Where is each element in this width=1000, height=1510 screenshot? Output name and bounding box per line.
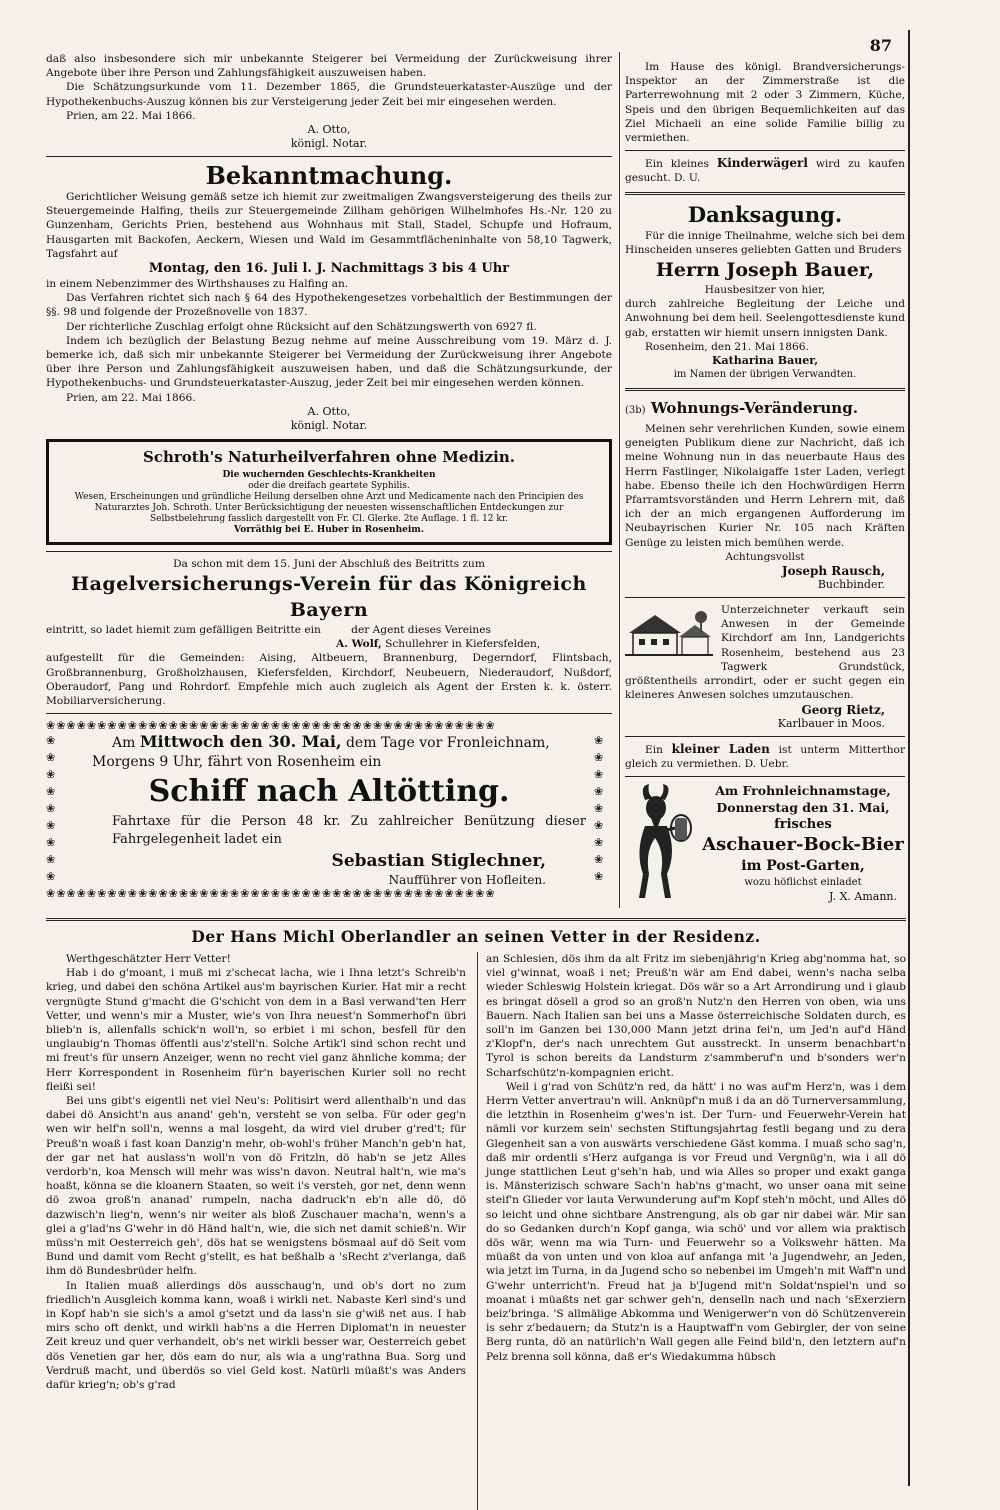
ad-text: Morgens 9 Uhr, fährt von Rosenheim ein	[92, 754, 382, 771]
ad-line: Donnerstag den 31. Mai,	[716, 799, 890, 815]
divider	[46, 713, 612, 714]
page-border-rule	[908, 30, 910, 1486]
notice-continuation	[46, 52, 612, 151]
bookbinder-signature: Joseph Rausch,	[781, 564, 885, 579]
agent-name: A. Wolf,	[336, 638, 382, 651]
danksagung-notice	[625, 201, 905, 382]
closing: Achtungsvollst	[725, 550, 805, 563]
notice-text: Der richterliche Zuschlag erfolgt ohne Rücksicht auf den Schätzungswerth von 6927 fl.	[66, 320, 537, 333]
ornament-border-left: ❀ ❀ ❀ ❀ ❀ ❀ ❀ ❀ ❀	[46, 734, 56, 884]
item-name: kleiner Laden	[671, 741, 770, 756]
article-paragraph: Weil i g'rad von Schütz'n red, da hätt' i no was auf'm Herz'n, was i dem Herrn Vetter anvertrau'n will. Anknüpf'n muß i da an dö Turnerversammlung, die letzthin in Rosenheim g'wes'n ist. Der Turn- und Feuerwehr-Verein hat nämli vor kurzem sein' sechsten Stiftungsjahrtag festli begang und zu dera Glegenheit san a von auswärts verschiedene Gäst komma. I muaß scho sag'n, daß mir ordentli s'Herz aufganga is vor Freud und Vergnüg'n, wia i all dö junge stattlichen Leut g'seh'n hab, und wia Alles so proper und exakt ganga is. Mänsterizisch schware Sach'n hab'ns g'macht, wo unser oana mit seine steif'n Glieder vor lauta Verwunderung auf'm Kopf steh'n möcht, und Alles dö so leicht und ohne sichtbare Anstrengung, als ob gar nir dabei wär. Mir san do so Gedanken durch'n Kopf ganga, wia schö' und vor allem wia praktisch dös wär, wenn ma wia Turn- und Feuerwehr so a Volkswehr hätten. Ma müaßt da von unten und von kloa auf anfanga mit 'a Jugendwehr, an Jeden, wia jetzt im Turna, in da Jugend scho so nebenbei im Umgeh'n mit Waff'n und G'wehr unterricht'n. Freud hat ja b'Jugend mit'n Soldat'nspiel'n und so moanat i müaßts net gar schwer geh'n, denselln nach und nach 'sExerziern beiz'bringa. 'S allmälige Abkomma und Wenigerwer'n von dö Schützenverein is sehr z'bedauern; da Stutz'n is a Hauptwaff'n vom Gebirgler, der von seine Berg runta, dö an natürlich'n Wall gegen alle Feind bild'n, den letztern auf'n Pelz brenna soll könna, daß er's Wiedakumma hübsch	[486, 1080, 906, 1363]
ornament-border-right: ❀ ❀ ❀ ❀ ❀ ❀ ❀ ❀ ❀	[594, 734, 604, 884]
ornament-border-top: ❀❀❀❀❀❀❀❀❀❀❀❀❀❀❀❀❀❀❀❀❀❀❀❀❀❀❀❀❀❀❀❀❀❀❀❀❀❀❀❀❀❀❀❀	[46, 719, 496, 733]
ad-number: (3b)	[625, 405, 646, 417]
notice-title-line	[625, 397, 905, 422]
notice-text: Gerichtlicher Weisung gemäß setze ich hiemit zur zweitmaligen Zwangsversteigerung des theils zur Steuergemeinde Halfing, theils zur Steuergemeinde Zillham gehörigen Wilhelmhofes Hs.-Nr. 120 zu Gunzenham, Gerichts Prien, bestehend aus Wohnhaus mit Stall, Stadel, Schupfe und Hofraum, Hausgarten mit Backofen, Aeckern, Wiesen und Wald im Gesammtflächeninhalte von 58,10 Tagwerk, Tagsfahrt auf	[46, 191, 612, 260]
divider	[625, 150, 905, 151]
article-paragraph: Hab i do g'moant, i muß mi z'schecat lacha, wie i Ihna letzt's Schreib'n krieg, und dabei den schöna Artikel aus'm bayrischen Kurier. Hat mir a recht vergnügte Stund g'macht die G'schicht von dem in a Basl verwand'ten Herr Vetter, und wenn's mir a Muster, wie's von Ihra neuest'n Sommerhof'n übri blieb'n is, allenfalls schick'n woll'n, so erbiet i mi schon, besfell für den unglaubig'n Thomas öffentli aus'z'stell'n. Solche Artik'l sind schon recht und mi freut's für unsern Anzeiger, wenn no recht viel ganz ähnliche komma; der Herr Korrespondent in Rosenheim für'n bayerischen Kurier soll no recht fleißi sei!	[46, 967, 466, 1093]
notary-signature: A. Otto,	[307, 123, 351, 137]
schiff-ad	[46, 719, 612, 900]
dialect-letter-article	[46, 918, 906, 1392]
signature-title: Buchbinder.	[817, 578, 885, 592]
notice-title: Danksagung.	[687, 201, 843, 227]
ad-text-part: dem Tage vor Fronleichnam,	[345, 735, 550, 752]
divider	[625, 776, 905, 777]
notice-text: in einem Nebenzimmer des Wirthshauses zu Halfing an.	[46, 278, 349, 291]
notice-place-date: Prien, am 22. Mai 1866.	[66, 109, 196, 122]
wanted-ad	[625, 156, 905, 185]
divider	[625, 388, 905, 391]
ad-text: Unterzeichneter verkauft sein Anwesen in der Gemeinde Kirchdorf am Inn, Landgerichts Rosenheim, bestehend aus 23 Tagwerk Grundstück, größtentheils arrondirt, oder er sucht gegen ein kleineres Anwesen solches umzutauschen.	[625, 604, 905, 702]
ad-line: frisches	[774, 816, 832, 832]
ad-text-part: wird zu kaufen gesucht. D. U.	[625, 158, 905, 185]
signature-note: im Namen der übrigen Verwandten.	[673, 369, 857, 381]
ad-text-part: Ein	[645, 743, 663, 756]
ad-line: wozu höflichst einladet	[744, 876, 862, 888]
article-column-1	[46, 952, 466, 1392]
hagel-insurance-ad	[46, 557, 612, 708]
ad-intro: Da schon mit dem 15. Juni der Abschluß des Beitritts zum	[173, 557, 485, 570]
ad-title: Hagelversicherungs-Verein für das Königreich Bayern	[71, 573, 587, 622]
divider	[46, 918, 906, 921]
ad-text: aufgestellt für die Gemeinden: Aising, Altbeuern, Brannenburg, Degerndorf, Flintsbach, Großbrannenburg, Großholzhausen, Kiefersfelden, Kirchdorf, Neubeuern, Niederaudorf, Nußdorf, Oberaudorf, Pang und Rohrdorf. Empfehle mich auch zugleich als Agent der Ersten k. k. österr. Mobiliarversicherung.	[46, 652, 612, 708]
shipper-title: Naufführer von Hofleiten.	[388, 873, 546, 888]
ad-subtitle: oder die dreifach geartete Syphilis.	[248, 480, 410, 491]
ornament-border-bottom: ❀❀❀❀❀❀❀❀❀❀❀❀❀❀❀❀❀❀❀❀❀❀❀❀❀❀❀❀❀❀❀❀❀❀❀❀❀❀❀❀❀❀❀❀	[46, 887, 496, 901]
notary-title: königl. Notar.	[290, 418, 368, 432]
ad-title: Schroth's Naturheilverfahren ohne Medizin.	[143, 447, 515, 466]
article-paragraph: Bei uns gibt's eigentli net viel Neu's: Politisirt werd allenthalb'n und das dabei dö Ansicht'n aus anand' geh'n, versteht se von selba. Für oder geg'n wen wir helf'n soll'n, wenns a mal losgeht, da wird viel druber g'red't; für Preuß'n woaß i fast koan Danzig'n mehr, ob-wohl's früher Manch'n geb'n hat, der gar net hat auslass'n woll'n von dö Fritzln, dö hab'n se jetz Alles verdorb'n, koa Mensch will mehr was wiss'n davon. Neutral halt'n, wie ma's hoaßt, könna se die kloanern Staaten, so weit i's versteh, gor net, denn wenn dö zwoa groß'n ananad' rumpeln, nacha dadruck'n eb'n alle dö, dö dazwisch'n lieg'n, wenn's nir weiter als bloß Zuschauer macha'n, wenn's a glei a g'lad'ns G'wehr in dö Händ halt'n, wie, die sich net damit schieß'n. Wir müss'n mit Oesterreich geh', dös hat se wenigstens bösmaal auf dö Seit vom Bund und damit vom Recht g'stellt, es hat beßhalb a 'sRecht z'verlanga, daß ihm dö Bundesbrüder helfn.	[46, 1095, 466, 1278]
notice-place-date: Prien, am 22. Mai 1866.	[66, 391, 196, 404]
notice-text: Für die innige Theilnahme, welche sich bei dem Hinscheiden unseres geliebten Gatten und Bruders	[625, 229, 905, 256]
ad-text-part: eintritt, so ladet hiemit zum gefälligen Beitritte ein	[46, 624, 321, 637]
ad-text	[46, 623, 612, 637]
divider	[46, 551, 612, 552]
seller-signature: Georg Rietz,	[801, 702, 885, 717]
agent-title: Schullehrer in Kiefersfelden,	[385, 638, 541, 651]
article-paragraph: an Schlesien, dös ihm da alt Fritz im siebenjährig'n Krieg abg'nomma hat, so viel g'winnat, woaß i net; Preuß'n wär am End dabei, wenn's nacha selba wieder Schleswig Holstein kriegat. Dös wär so a Art Arrondirung und i glaub es bringat dösell a grod so an groß'n Nutz'n den Herren von oben, wia uns Bauern. Nach Italien san bei uns a Masse österreichische Soldaten durch, es soll'n im Ganzen bei 130,000 Mann jetzt drina fei'n, um Jed'n auf'd Händ z'Klopf'n, der's nach unrechtem Gut ausstreckt. In unserm benachbart'n Tyrol is schon bereits da Landsturm z'sammberuf'n und b'sonders wer'n Scharfschütz'n-kompagnien ericht.	[486, 953, 906, 1079]
divider	[46, 156, 612, 157]
divider	[625, 597, 905, 598]
article-paragraph: In Italien muaß allerdings dös ausschaug'n, und ob's dort no zum friedlich'n Ausgleich komma kann, woaß i wirkli net. Nabaste Kerl sind's und in Kopf hab'n sie sich's a amol g'setzt und da lass'n sie g'wiß net aus. I hab mirs scho oft denkt, und wirkli hab'ns a die Herren Diplomat'n in neuester Zeit kreuz und quer verhandelt, ob's net wirkli besser war, Oesterreich gebet dös Venetien gar her, dös eam do nur, als wia a ung'rathna Bua. Sorg und Verdruß macht, und überdös so viel Geld kost. Natürli müaßt's was Anders dafür krieg'n; ob's g'rad	[46, 1279, 466, 1392]
property-sale-ad	[625, 603, 905, 730]
seller-title: Karlbauer in Moos.	[777, 716, 885, 730]
item-name: Kinderwägerl	[716, 156, 808, 171]
divider	[625, 736, 905, 737]
notice-place-date: Rosenheim, den 21. Mai 1866.	[645, 340, 809, 353]
bock-bier-ad	[625, 782, 905, 904]
column-divider	[619, 52, 620, 908]
ad-text: Wesen, Erscheinungen und gründliche Heilung derselben ohne Arzt und Medicamente nach den Principien des Naturarztes Joh. Schroth. Unter Berücksichtigung der neuesten wissenschaftlichen Entdeckungen zur Selbstbelehrung fasslich dargestellt von Fr. Cl. Glerke. 2te Auflage. 1 fl. 12 kr.	[74, 491, 584, 524]
bekanntmachung-notice	[46, 162, 612, 433]
continuation-text: Die Schätzungsurkunde vom 11. Dezember 1865, die Grundsteuerkataster-Auszüge und der Hypothekenbuchs-Auszug können bis zur Versteigerung jeder Zeit bei mir eingesehen werden.	[46, 81, 612, 108]
continuation-text: daß also insbesondere sich mir unbekannte Steigerer bei Vermeidung der Zurückweisung ihrer Angebote über ihre Person und Zahlungsfähigkeit auszuweisen haben.	[46, 53, 612, 80]
article-column-divider	[477, 952, 478, 1510]
ad-text-part: ist unterm Mitterthor gleich zu vermiethen. D. Uebr.	[625, 743, 906, 770]
notice-text: Meinen sehr verehrlichen Kunden, sowie einem geneigten Publikum diene zur Nachricht, daß ich meine Wohnung nun in das neuerbaute Haus des Herrn Fastlinger, Nikolaigaffe 1ster Laden, verlegt habe. Ebenso theile ich den Hochwürdigen Herrn Pfarramtsvorständen und Herrn Lehrern mit, daß ich der an mich ergangenen Aufforderung im Neubayrischen Kurier Nr. 105 nach Kräften Genüge zu leisten mich bemühen werde.	[625, 423, 905, 549]
wohnungs-veraenderung-notice	[625, 397, 905, 592]
divider	[625, 192, 905, 195]
goat-illustration	[625, 782, 695, 902]
left-column	[46, 52, 612, 900]
schroth-book-ad	[46, 439, 612, 545]
notice-title: Bekanntmachung.	[205, 161, 453, 191]
departure-date: Mittwoch den 30. Mai,	[139, 732, 342, 752]
venue: im Post-Garten,	[741, 857, 865, 874]
ad-text	[72, 732, 586, 753]
agent-line	[46, 637, 612, 651]
schiff-ad-body	[46, 732, 612, 887]
shop-rental-ad	[625, 742, 905, 771]
article-salutation: Werthgeschätzter Herr Vetter!	[66, 953, 231, 965]
notice-text: durch zahlreiche Begleitung der Leiche und Anwohnung bei dem heil. Seelengottesdienste kund gab, erstatten wir hiemit unsern innigsten Dank.	[625, 298, 905, 339]
shipper-signature: Sebastian Stiglechner,	[331, 851, 546, 872]
article-headline: Der Hans Michl Oberlandler an seinen Vetter in der Residenz.	[191, 927, 761, 946]
ad-title: Schiff nach Altötting.	[148, 774, 510, 810]
rental-ad: Im Hause des königl. Brandversicherungs-Inspektor an der Zimmerstraße ist die Parterrewohnung mit 2 oder 3 Zimmern, Küche, Speis und den übrigen Bequemlichkeiten auf das Ziel Michaeli an eine solide Familie billig zu vermiethen.	[625, 61, 905, 145]
notary-signature: A. Otto,	[307, 404, 351, 418]
ad-subtitle: Die wuchernden Geschlechts-Krankheiten	[222, 469, 436, 480]
notice-text: Hausbesitzer von hier,	[704, 284, 826, 297]
notice-text: Indem ich bezüglich der Belastung Bezug nehme auf meine Ausschreibung vom 19. März d. J. bemerke ich, daß sich mir unbekannte Steigerer bei Vermeidung der Zurückweisung ihrer Angebote über ihre Person und Zahlungsfähigkeit auszuweisen haben, und daß die Schätzungsurkunde, der Hypothekenbuchs- und Grundsteuerkataster-Auszug, jeder Zeit bei mir eingesehen werden können.	[46, 334, 612, 390]
ad-vendor: Vorräthig bei E. Huber in Rosenheim.	[234, 524, 424, 535]
ad-text-part: der Agent dieses Vereines	[351, 624, 491, 637]
widow-signature: Katharina Bauer,	[711, 354, 819, 368]
beer-name: Aschauer-Bock-Bier	[702, 833, 904, 855]
auction-date: Montag, den 16. Juli l. J. Nachmittags 3 bis 4 Uhr	[148, 261, 510, 277]
notary-title: königl. Notar.	[290, 137, 368, 151]
ad-text-part: Ein kleines	[645, 158, 709, 171]
article-column-2	[486, 952, 906, 1364]
right-column	[625, 60, 905, 904]
page-number: 87	[869, 36, 892, 55]
ad-text: Fahrtaxe für die Person 48 kr. Zu zahlreicher Benützung dieser Fahrgelegenheit ladet ein	[112, 814, 586, 848]
farmhouse-illustration	[625, 603, 713, 663]
notice-text: Das Verfahren richtet sich nach § 64 des Hypothekengesetzes vorbehaltlich der Bestimmungen der §§. 98 und folgende der Prozeßnovelle von 1837.	[46, 292, 612, 319]
deceased-name: Herrn Joseph Bauer,	[655, 259, 875, 282]
notice-title: Wohnungs-Veränderung.	[650, 399, 858, 418]
innkeeper-signature: J. X. Amann.	[829, 889, 897, 903]
ad-text-part: Am	[112, 735, 136, 752]
ad-line: Am Frohnleichnamstage,	[715, 782, 891, 798]
